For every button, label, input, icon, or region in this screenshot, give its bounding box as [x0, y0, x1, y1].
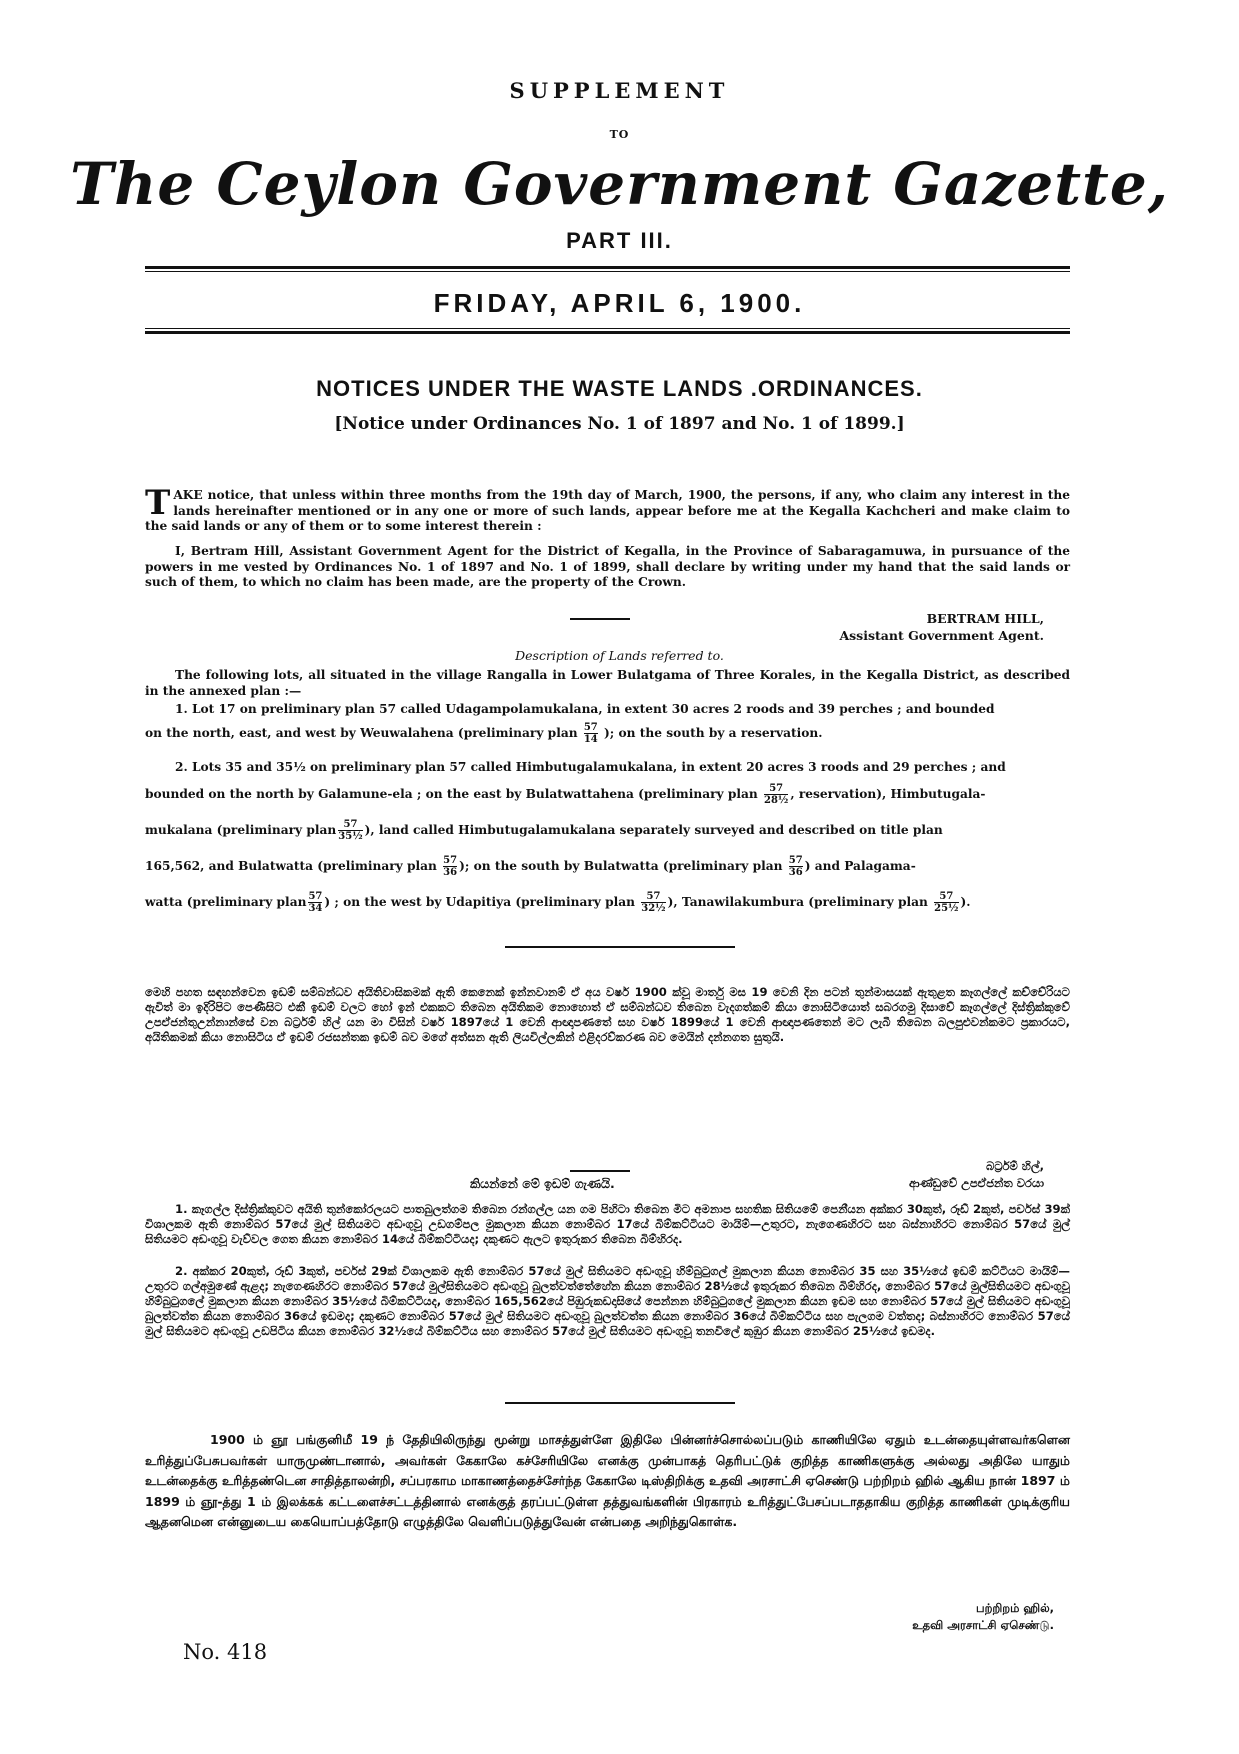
sinhala-list-title: කියන්නේ මේ ඉඩම් ගැණයි. [470, 1176, 615, 1191]
top-rule [145, 266, 1070, 269]
lot-2-line-c: mukalana (preliminary plan $\frac{57}{\text{35½}}$ ), land called Himbutugalamukalana separately surveyed and described on title plan [145, 818, 943, 842]
lot-1-text-b1: on the north, east, and west by Weuwalahena (preliminary plan [145, 725, 578, 740]
plan-fraction: $\frac{57}{\text{35½}}$ [338, 818, 363, 842]
plan-fraction: $\frac{57}{36}$ [788, 854, 803, 878]
tamil-signature [912, 1600, 1054, 1634]
supplement-heading: SUPPLEMENT [509, 78, 730, 103]
description-title: Description of Lands referred to. [515, 648, 724, 663]
date-rule [145, 331, 1070, 334]
signature-name: BERTRAM HILL, [926, 611, 1044, 626]
plan-fraction: $\frac{57}{\text{32½}}$ [641, 890, 666, 914]
lot-2-line-e: watta (preliminary plan $\frac{57}{34}$ ) ; on the west by Udapitiya (preliminary plan $\frac{57}{\text{32½}}$ ), Tanawilakumbura (preliminary plan $\frac{57}{\text{25½}}$ ). [145, 890, 971, 914]
plan-fraction: $\frac{57}{36}$ [443, 854, 458, 878]
lot-1-line-b [145, 718, 1070, 748]
top-rule-thin [145, 271, 1070, 272]
plan-fraction: $\frac{57}{\text{25½}}$ [934, 890, 959, 914]
english-para-1: AKE notice, that unless within three months from the 19th day of March, 1900, the persons, if any, who claim any interest in the lands hereinafter mentioned or in any one or more of such lands, appear before me at the Kegalla Kachcheri and make claim to the said lands or any of them or to some interest therein : [145, 488, 1070, 533]
short-divider [570, 1170, 630, 1172]
sinhala-item-1: 1. කෑගල්ල දිස්ත්‍රික්කුවට අයිති තුන්කෝරලයට පාතබුලත්ගම තිබෙන රන්ගල්ල යන ගම පිහිටා තිබෙන මිට අමනාප සහතික සිතියමේ පෙනීයන අක්කර 30කුත්, රූඩ් 2කුත්, පර්චස් 39ක් විශාලකම ඇති නොම්බර 57යේ මුල් සිතියමට අඩංගුවූ උඩගම්පල මුකලාන කියන නොම්බර 17යේ බිම්කට්ටියට මායිම්—උතුරට, නැගෙණහිරට සහ බස්නාහිරට නොම්බර 57යේ මුල් සිතියමට අඩංගුවූ වැව්වල ගෙත කියන නොම්බර 14යේ බිම්කට්ටියද; දකුණට ඇලට ඉතුරුකර තිබෙන බිම්හිරද. [145, 1202, 1070, 1246]
section-divider [505, 946, 735, 948]
lot-1 [145, 702, 1070, 748]
tamil-signature-name: பற்றிறம் ஹில், [976, 1601, 1054, 1615]
gazette-number: No. 418 [183, 1640, 268, 1664]
notices-title: NOTICES UNDER THE WASTE LANDS .ORDINANCES. [316, 376, 923, 401]
english-para-2: I, Bertram Hill, Assistant Government Agent for the District of Kegalla, in the Province of Sabaragamuwa, in pursuance of the powers in me vested by Ordinances No. 1 of 1897 and No. 1 of 1899, shall declare by writing under my hand that the said lands or such of them, to which no claim has been made, are the property of the Crown. [145, 544, 1070, 589]
drop-cap: T [145, 483, 171, 523]
section-divider [505, 1402, 735, 1404]
plan-fraction: $\frac{57}{\text{28½}}$ [764, 782, 789, 806]
tamil-signature-title: உதவி அரசாட்சி ஏசெண்டு. [912, 1618, 1054, 1632]
lot-2-line-a: 2. Lots 35 and 35½ on preliminary plan 57 called Himbutugalamukalana, in extent 20 acres 3 roods and 29 perches ; and [175, 760, 1006, 774]
plan-fraction: $\frac{57}{14}$ [583, 721, 598, 745]
lots-intro: The following lots, all situated in the village Rangalla in Lower Bulatgama of Three Korales, in the Kegalla District, as described in the annexed plan :— [145, 668, 1070, 698]
to-heading: TO [609, 128, 630, 141]
english-signature [839, 610, 1044, 644]
date-rule-thin [145, 328, 1070, 329]
lot-2-line-d: 165,562, and Bulatwatta (preliminary plan $\frac{57}{36}$ ); on the south by Bulatwatta (preliminary plan $\frac{57}{36}$ ) and Palagama- [145, 854, 916, 878]
lot-1-text-b2: ); on the south by a reservation. [604, 725, 823, 740]
gazette-masthead: The Ceylon Government Gazette, [70, 150, 1169, 218]
lot-2 [145, 760, 1070, 920]
lot-2-line-b: bounded on the north by Galamune-ela ; on the east by Bulatwattahena (preliminary plan $\frac{57}{\text{28½}}$ , reservation), Himbutugala- [145, 782, 986, 806]
english-notice [145, 483, 1070, 535]
signature-title: Assistant Government Agent. [839, 628, 1044, 643]
lot-1-line-a: 1. Lot 17 on preliminary plan 57 called Udagampolamukalana, in extent 30 acres 2 roods and 39 perches ; and bounded [175, 702, 995, 716]
sinhala-signature [909, 1158, 1044, 1192]
sinhala-notice: මෙහි පහත සඳහන්වෙන ඉඩම් සම්බන්ධව අයිතිවාසිකමක් ඇති කෙනෙක් ඉන්නවානම් ඒ අය වර්ෂ 1900 ක්වූ මාර්තු මස 19 වෙනි දින පටන් තුන්මාසයක් ඇතුළත කෑගල්ලේ කච්චේරියට ඇවිත් මා ඉදිරිපිට පෙණීසිට එකී ඉඩම් වලට හෝ ඉන් එකකට තිබෙන අයිතිකම නොහොත් ඒ සම්බන්ධව තිබෙන වැදගත්කම් කියා නොසිටියොත් සබරගමු දිසාවේ කෑගල්ලේ දිස්ත්‍රික්කුවේ උපඒජන්තුඋන්නාන්සේ වන බර්ට්‍රම් හිල් යන මා විසින් වර්ෂ 1897යේ 1 වෙනි ආඥාපණතේ සහ වර්ෂ 1899යේ 1 වෙනි ආඥාපණතෙන් මට ලැබී තිබෙන බලපුළුවන්කමට ප්‍රකාරයට, අයිතිකමක් කියා නොසිටිය ඒ ඉඩම් රජසන්තක ඉඩම් බව මගේ අත්සන ඇති ලියවිල්ලකින් ඵළිදරව්කරණ බව මෙයින් දන්නගත සුතුයි. [145, 985, 1070, 1044]
short-divider [570, 618, 630, 620]
plan-fraction: $\frac{57}{34}$ [308, 890, 323, 914]
sinhala-signature-title: ආණ්ඩුවේ උපඒජන්ත වරයා [908, 1176, 1044, 1190]
issue-date: FRIDAY, APRIL 6, 1900. [433, 288, 806, 318]
sinhala-item-2: 2. අක්කර 20කුත්, රූඩ් 3කුත්, පර්චස් 29ක් විශාලකම ඇති නොම්බර 57යේ මුල් සිතියමට අඩංගුවූ හිම්බුටුගල් මුකලාන කියන නොම්බර 35 සහ 35½යේ ඉඩම් කට්ටියට මායිම්—උතුරට ගල්අමුණේ ඇළද; නැගෙණහිරට නොම්බර 57යේ මුල්සිතියමට අඩංගුවූ බුලත්වත්තේහේන කියන නොම්බර 28½යේ ඉතුරුකර තිබෙන බිම්හිරද, නොම්බර 57යේ මුල්සිතියමට අඩංගුවූ හිම්බුටුගලේ මුකලාන කියන නොම්බර 35½යේ බිම්කට්ටියද, නොම්බර 165,562යේ පිඹුරුකඩදාසියේ පෙන්නන හිම්බුටුගලේ මුකලාන කියන ඉඩම සහ නොම්බර 57යේ මුල් සිතියමට අඩංගුවූ බුලත්වත්ත කියන නොම්බර 36යේ ඉඩමද; දකුණට නොම්බර 57යේ මුල් සිතියමට අඩංගුවූ බුලත්වත්ත කියන නොම්බර 36යේ බිම්කට්ටිය සහ පැලගම වත්තද; බස්නාහිරට නොම්බර 57යේ මුල් සිතියමට අඩංගුවූ උඩපිටිය කියන නොම්බර 32½යේ බිම්කට්ටිය සහ නොම්බර 57යේ මුල් සිතියමට අඩංගුවූ තනවිලේ කුඹුර කියන නොම්බර 25½යේ ඉඩමද. [145, 1264, 1070, 1338]
sinhala-signature-name: බර්ට්‍රම් හිල්, [986, 1159, 1044, 1173]
part-heading: PART III. [566, 228, 673, 253]
notices-subtitle: [Notice under Ordinances No. 1 of 1897 and No. 1 of 1899.] [334, 414, 905, 434]
tamil-notice: 1900 ம் ஞூ பங்குனிமீ 19 ந் தேதியிலிருந்து மூன்று மாசத்துள்ளே இதிலே பின்னர்ச்சொல்லப்படும் காணியிலே ஏதும் உடன்தையுள்ளவர்களென உரித்துப்பேசுபவர்கள் யாருமுண்டானால், அவர்கள் கேகாலே கச்சேரியிலே எனக்கு முன்பாகத் தெரிபட்டுக் குறித்த காணிகளுக்கு அல்லது அதிலே யாதும் உடன்தைக்கு உரித்தண்டென சாதித்தாலன்றி, சப்பரகாம மாகாணத்தைச்சேர்ந்த கேகாலே டிஸ்திறிக்கு உதவி அரசாட்சி ஏசெண்டு பற்றிறம் ஹில் ஆகிய நான் 1897 ம் 1899 ம் ஞூ-த்து 1 ம் இலக்கக் கட்டளைச்சட்டத்தினால் எனக்குத் தரப்பட்டுள்ள தத்துவங்களின் பிரகாரம் உரித்துட்பேசப்படாததாகிய குறித்த காணிகள் முடிக்குரிய ஆதனமென என்னுடைய கையொப்பத்தோடு எழுத்திலே வெளிப்படுத்துவேன் என்பதை அறிந்துகொள்க. [145, 1432, 1070, 1529]
